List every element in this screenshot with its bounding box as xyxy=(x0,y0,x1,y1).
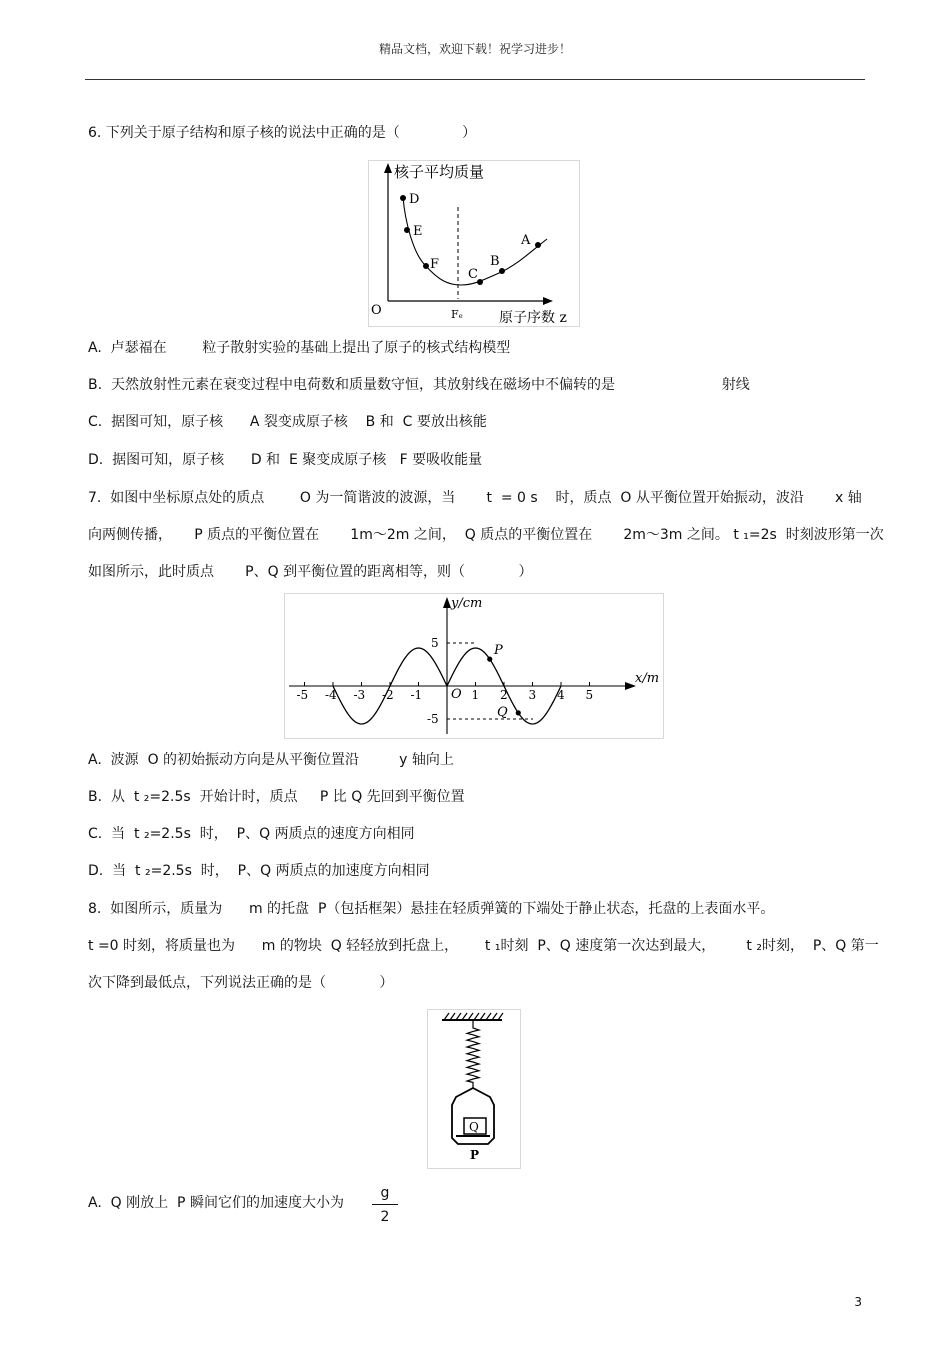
label-q: Q xyxy=(497,705,508,720)
q8-stem-line-3: 次下降到最低点，下列说法正确的是（ ） xyxy=(88,975,394,991)
q7-option-c: C. 当 t ₂=2.5s 时， P、Q 两质点的速度方向相同 xyxy=(88,826,415,842)
hatch-line xyxy=(474,1013,479,1020)
y-axis-arrow xyxy=(443,597,451,608)
label-b: B xyxy=(490,254,500,269)
q7-option-d: D. 当 t ₂=2.5s 时， P、Q 两质点的加速度方向相同 xyxy=(88,863,430,879)
fe-label: Fₑ xyxy=(451,308,463,321)
fraction-g-over-2 xyxy=(372,1184,398,1226)
y-axis-label: y/cm xyxy=(451,596,483,611)
y-axis-label: 核子平均质量 xyxy=(394,163,485,181)
x-axis-label: x/m xyxy=(635,671,660,686)
page-number: 3 xyxy=(854,1295,862,1309)
hatch-line xyxy=(498,1013,503,1020)
x-tick-label: 4 xyxy=(557,688,565,702)
q8-option-a: A. Q 刚放上 P 瞬间它们的加速度大小为 xyxy=(88,1195,344,1211)
label-a: A xyxy=(521,233,531,248)
point-e xyxy=(404,227,410,233)
spring-tray-diagram xyxy=(428,1010,520,1168)
x-tick-label: -1 xyxy=(410,688,423,702)
fraction-denominator: 2 xyxy=(380,1209,390,1225)
x-tick-label: -3 xyxy=(353,688,366,702)
point-f xyxy=(423,263,429,269)
q7-option-b: B. 从 t ₂=2.5s 开始计时，质点 P 比 Q 先回到平衡位置 xyxy=(88,789,465,805)
hatch-line xyxy=(480,1013,485,1020)
point-d xyxy=(400,195,406,201)
hatch-line xyxy=(468,1013,473,1020)
q6-option-a: A. 卢瑟福在 粒子散射实验的基础上提出了原子的核式结构模型 xyxy=(88,340,511,356)
x-tick-label: 1 xyxy=(471,688,480,702)
x-axis-label: 原子序数 z xyxy=(499,310,567,326)
hatch-line xyxy=(462,1013,467,1020)
q6-stem: 6. 下列关于原子结构和原子核的说法中正确的是（ ） xyxy=(88,125,477,141)
q8-figure xyxy=(427,1009,521,1169)
q7-stem-line-1: 7. 如图中坐标原点处的质点 O 为一简谐波的波源，当 t = 0 s 时，质点 O 从平衡位置开始振动，波沿 x 轴 xyxy=(88,490,862,506)
y-tick-5: 5 xyxy=(431,636,439,650)
fraction-bar xyxy=(372,1204,398,1205)
x-tick-label: 2 xyxy=(500,688,508,702)
origin-label: O xyxy=(371,303,382,318)
point-b xyxy=(499,268,505,274)
point-q xyxy=(516,710,521,715)
label-f: F xyxy=(430,257,440,272)
origin-label: O xyxy=(451,687,462,702)
hatch-line xyxy=(444,1013,449,1020)
hatch-line xyxy=(486,1013,491,1020)
fraction-numerator: g xyxy=(380,1185,390,1201)
header-divider xyxy=(85,79,865,80)
x-tick-labels xyxy=(297,688,594,702)
x-tick-label: 5 xyxy=(585,688,594,702)
label-c: C xyxy=(468,267,478,282)
nuclear-mass-chart xyxy=(369,161,579,326)
q7-stem-line-2: 向两侧传播， P 质点的平衡位置在 1m～2m 之间， Q 质点的平衡位置在 2m～3m 之间。 t ₁=2s 时刻波形第一次 xyxy=(88,527,884,543)
label-p: P xyxy=(470,1148,480,1162)
q6-option-c: C. 据图可知，原子核 A 裂变成原子核 B 和 C 要放出核能 xyxy=(88,414,487,430)
x-tick-label: 3 xyxy=(528,688,537,702)
q6-option-b: B. 天然放射性元素在衰变过程中电荷数和质量数守恒，其放射线在磁场中不偏转的是 射线 xyxy=(88,377,750,393)
hatch-line xyxy=(456,1013,461,1020)
q7-option-a: A. 波源 O 的初始振动方向是从平衡位置沿 y 轴向上 xyxy=(88,752,454,768)
q8-stem-line-2: t =0 时刻，将质量也为 m 的物块 Q 轻轻放到托盘上， t ₁时刻 P、Q 速度第一次达到最大， t ₂时刻， P、Q 第一 xyxy=(88,938,879,954)
hatch-line xyxy=(492,1013,497,1020)
y-tick-neg5: -5 xyxy=(427,712,439,726)
point-a xyxy=(535,242,541,248)
x-tick-label: -5 xyxy=(296,688,309,702)
q6-option-d: D. 据图可知，原子核 D 和 E 聚变成原子核 F 要吸收能量 xyxy=(88,452,483,468)
point-p xyxy=(487,657,492,662)
page-header: 精品文档，欢迎下载！祝学习进步！ xyxy=(378,42,571,56)
q6-figure xyxy=(368,160,580,327)
x-tick-label: -4 xyxy=(325,688,337,702)
label-e: E xyxy=(413,224,423,239)
x-axis-arrow xyxy=(543,297,553,305)
label-p: P xyxy=(494,643,503,658)
q7-stem-line-3: 如图所示，此时质点 P、Q 到平衡位置的距离相等，则（ ） xyxy=(88,564,533,580)
q8-stem-line-1: 8. 如图所示，质量为 m 的托盘 P（包括框架）悬挂在轻质弹簧的下端处于静止状态，托盘的上表面水平。 xyxy=(88,901,775,917)
y-axis-arrow xyxy=(384,163,392,173)
q7-figure xyxy=(284,593,664,739)
label-q: Q xyxy=(469,1120,479,1134)
spring xyxy=(467,1020,479,1088)
ceiling-hatch xyxy=(444,1013,503,1020)
wave-chart xyxy=(285,594,663,738)
label-d: D xyxy=(409,192,420,207)
x-tick-label: -2 xyxy=(382,688,394,702)
hatch-line xyxy=(450,1013,455,1020)
